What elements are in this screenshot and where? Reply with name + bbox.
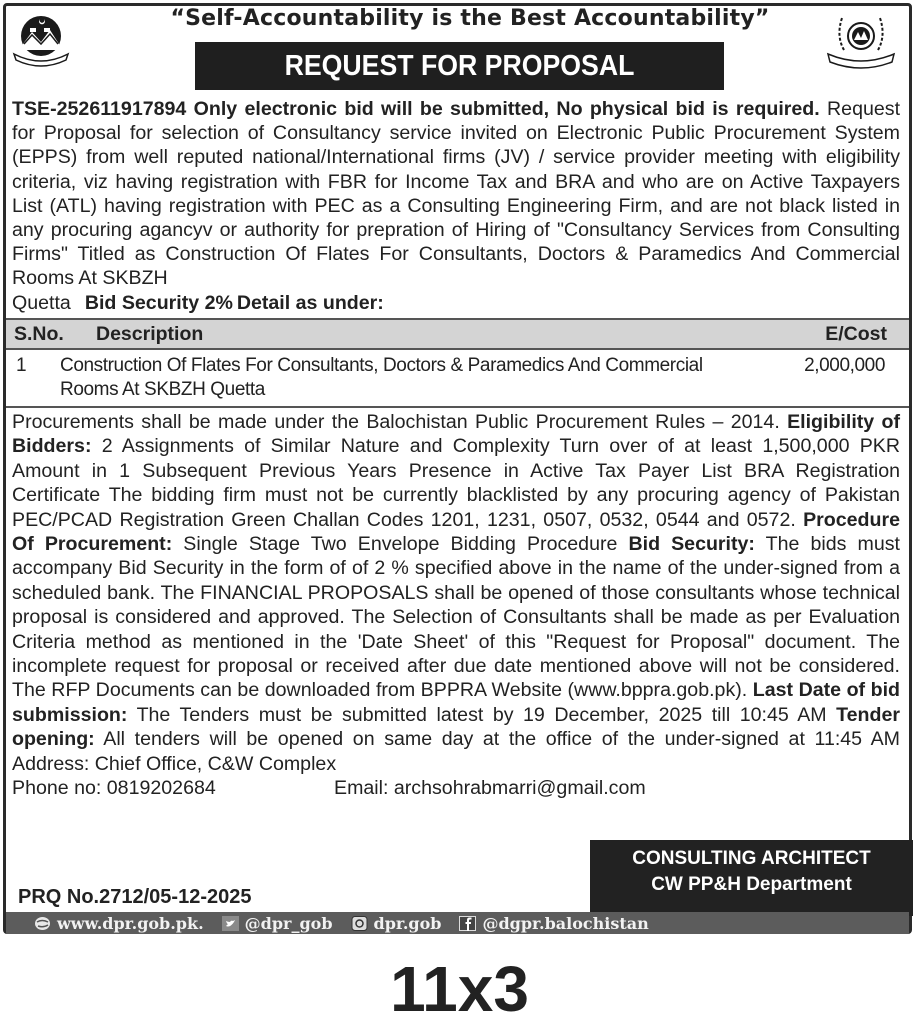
- prq-number: PRQ No.2712/05-12-2025: [18, 886, 252, 908]
- globe-icon: [34, 916, 51, 931]
- header-sno: S.No.: [14, 322, 64, 345]
- bid-security-summary: Bid Security 2%: [84, 291, 233, 314]
- tender-opening-label: Tender opening:: [12, 703, 900, 751]
- instagram-icon: [351, 916, 368, 931]
- email-address: Email: archsohrabmarri@gmail.com: [334, 777, 646, 800]
- signature-department: CW PP&H Department: [651, 874, 852, 895]
- slogan: “Self-Accountability is the Best Accountability”: [170, 6, 770, 31]
- last-date-text: The Tenders must be submitted latest by 19 December, 2025 till 10:45 AM: [127, 703, 837, 726]
- header-cost: E/Cost: [825, 322, 887, 345]
- intro-last-line-start: Quetta: [12, 291, 71, 314]
- social-instagram[interactable]: [351, 914, 442, 933]
- instagram-handle[interactable]: dpr.gob: [373, 913, 442, 933]
- contact-line: [12, 776, 900, 800]
- row-sno: 1: [16, 355, 27, 376]
- intro-text: Request for Proposal for selection of Consultancy service invited on Electronic Public Procurement System (EPPS) from well reputed national/International firms (JV) / service provider meeting with eligibility criteria, viz having registration with FBR for Income Tax and BRA and who are on Active Taxpayers List (ATL) having registration with PEC as a Consulting Engineering Firm, and are not black listed in any procuring agancyv or authority for prepration of Hiring of "Consultancy Services from Consulting Firms" Titled as Construction Of Flates For Consultants, Doctors & Paramedics And Commercial Rooms At SKBZH: [12, 98, 901, 290]
- row-cost: 2,000,000: [804, 355, 885, 376]
- procedure-text: Single Stage Two Envelope Bidding Procedure: [172, 533, 629, 556]
- signature-block: [590, 840, 913, 916]
- detail-label: Detail as under:: [236, 291, 384, 314]
- website-link[interactable]: www.dpr.gob.pk.: [57, 913, 204, 933]
- balochistan-emblem-icon: [10, 10, 72, 72]
- facebook-handle[interactable]: @dgpr.balochistan: [482, 913, 649, 933]
- tender-opening-text: All tenders will be opened on same day at the office of the under-signed at 11:45 AM Address: Chief Office, C&W Complex: [12, 728, 900, 775]
- procedure-label: Procedure Of Procurement:: [12, 508, 900, 556]
- tender-id: TSE-252611917894: [12, 98, 187, 120]
- header-description: Description: [96, 322, 204, 345]
- bid-security-text: The bids must accompany Bid Security in the form of of 2 % specified above in the name of the under-signed from a scheduled bank. The FINANCIAL PROPOSALS shall be opened of those consultants whose technical proposal is considered and approved. The Selection of Consultants shall be made as per Evaluation Criteria method as mentioned in the 'Date Sheet' of this "Request for Proposal" document. The incomplete request for proposal or received after due date mentioned above will not be considered. The RFP Documents can be downloaded from BPPRA Website (www.bppra.gob.pk).: [12, 533, 900, 702]
- eligibility-label: Eligibility of Bidders:: [12, 411, 900, 458]
- table-row: [6, 350, 909, 408]
- rules-text: Procurements shall be made under the Balochistan Public Procurement Rules – 2014.: [12, 411, 788, 433]
- ad-size-label: 11x3: [390, 953, 529, 1025]
- bid-security-label: Bid Security:: [628, 533, 755, 556]
- signature-title: CONSULTING ARCHITECT: [632, 848, 871, 869]
- dpr-emblem-icon: [820, 8, 902, 74]
- social-twitter[interactable]: [222, 914, 333, 933]
- electronic-bid-notice: Only electronic bid will be submitted, No physical bid is required.: [193, 98, 820, 120]
- table-header: [6, 318, 909, 350]
- intro-last-line: [12, 291, 900, 315]
- facebook-icon: [459, 916, 476, 931]
- twitter-handle[interactable]: @dpr_gob: [244, 913, 333, 933]
- intro-paragraph: [12, 97, 900, 315]
- eligibility-text: 2 Assignments of Similar Nature and Complexity Turn over of at least 1,500,000 PKR Amount in 1 Subsequent Previous Years Presence in Active Tax Payer List BRA Registration Certificate The bidding firm must not be currently blacklisted by any procuring agency of Pakistan PEC/PCAD Registration Green Challan Codes 1201, 1231, 0507, 0532, 0544 and 0572.: [12, 435, 900, 531]
- terms-paragraph: [12, 410, 900, 801]
- cost-table: [6, 318, 909, 408]
- page-title-text: REQUEST FOR PROPOSAL: [284, 49, 635, 82]
- social-bar: [6, 912, 909, 934]
- social-website[interactable]: [34, 914, 204, 933]
- last-date-label: Last Date of bid submission:: [12, 679, 900, 726]
- phone-number: Phone no: 0819202684: [12, 777, 216, 800]
- row-description: Construction Of Flates For Consultants, Doctors & Paramedics And Commercial Rooms At SKBZH Quetta: [60, 355, 703, 400]
- social-facebook[interactable]: [459, 914, 648, 933]
- page-title: [195, 42, 724, 90]
- twitter-icon: [222, 916, 239, 931]
